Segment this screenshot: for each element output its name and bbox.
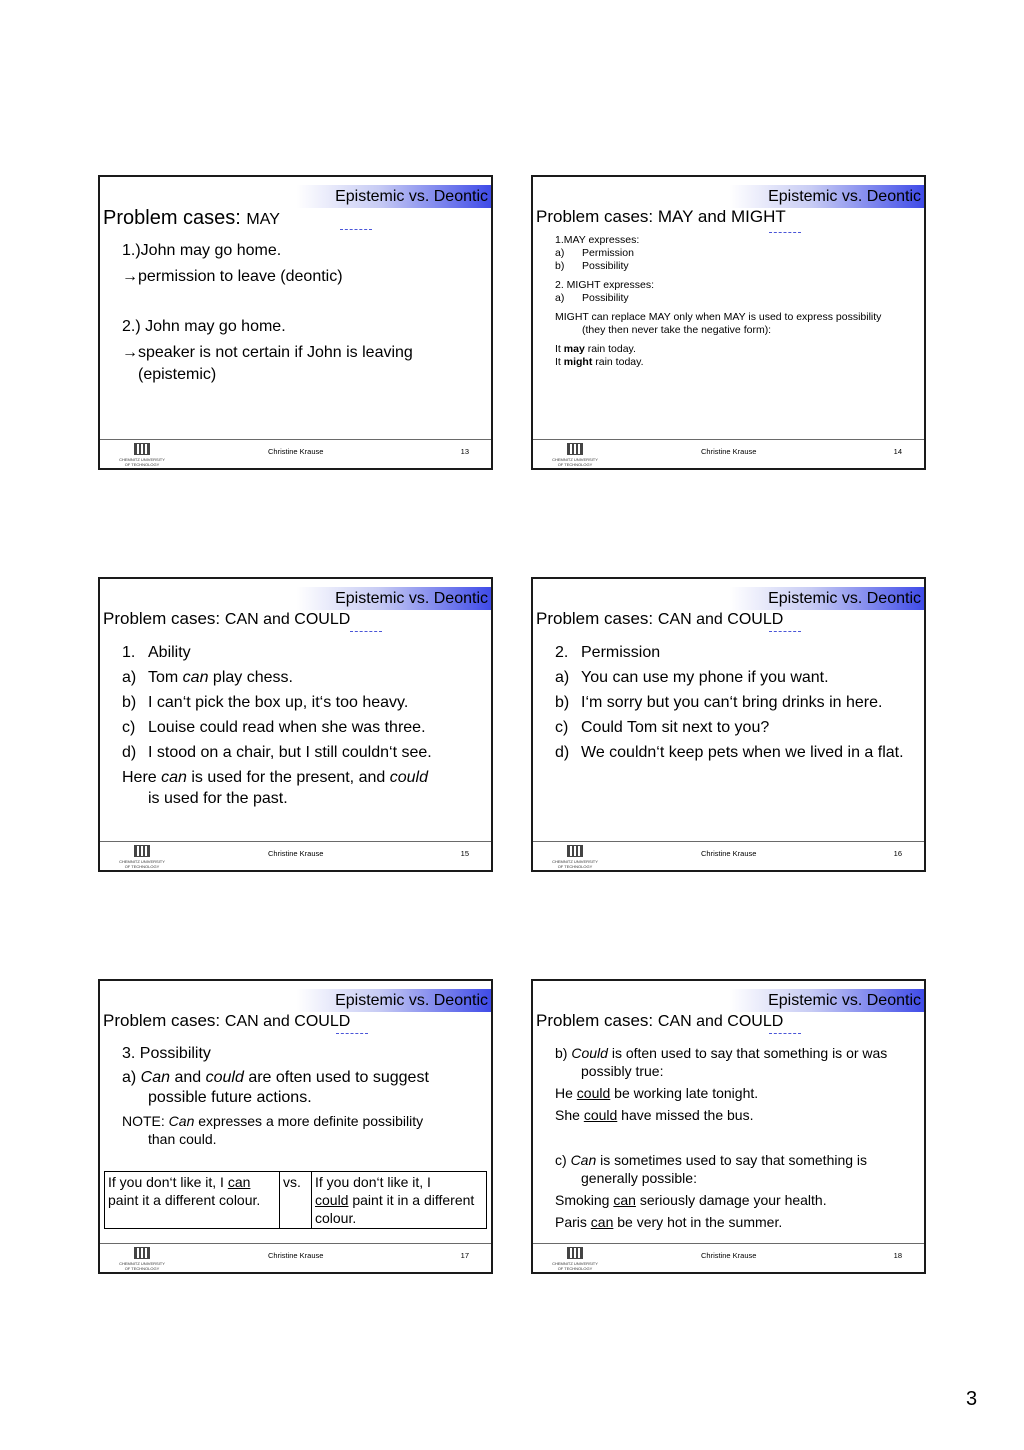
table-cell: If you don‘t like it, I can paint it a different colour. (105, 1172, 280, 1229)
slide-number: 15 (460, 849, 469, 858)
slide-number: 13 (460, 447, 469, 456)
footer-author: Christine Krause (701, 447, 757, 456)
slide-body: 1.MAY expresses: a) Permission b) Possibility 2. MIGHT expresses: a) Possibility MIGHT can replace MAY only when MAY is used to express possibility (they then never take the negative form): It may rain today. It might rain today. (555, 234, 882, 368)
slide-footer (533, 842, 924, 872)
slide-header: Epistemic vs. Deontic (719, 185, 924, 208)
slide-body: 2. Permission a) You can use my phone if you want. b) I‘m sorry but you can‘t bring drinks in here. c) Could Tom sit next to you? d) We couldn‘t keep pets when we lived in a flat. (555, 644, 904, 761)
slide-title: Problem cases: MAY (103, 207, 280, 229)
slide-number: 14 (893, 447, 902, 456)
slide-header: Epistemic vs. Deontic (719, 587, 924, 610)
university-logo: CHEMNITZ UNIVERSITY OF TECHNOLOGY (118, 1247, 166, 1273)
slide-16 (531, 577, 926, 872)
page-number: 3 (966, 1388, 978, 1410)
slide-14 (531, 175, 926, 470)
slide-title: Problem cases: MAY and MIGHT (536, 207, 786, 226)
slide-17 (98, 979, 493, 1274)
title-underline (769, 232, 801, 233)
slide-footer (100, 440, 491, 470)
slide-header: Epistemic vs. Deontic (286, 587, 491, 610)
university-logo: CHEMNITZ UNIVERSITY OF TECHNOLOGY (551, 1247, 599, 1273)
slide-footer (533, 440, 924, 470)
slide-body: b) Could is often used to say that something is or was possibly true: He could be working late tonight. She could have missed the bus. c) Can is sometimes used to say that something is generally possible: Smoking can seriously damage your health. Paris can be very hot in the summer. (555, 1045, 888, 1230)
slide-number: 16 (893, 849, 902, 858)
slide-15 (98, 577, 493, 872)
title-underline (336, 1033, 368, 1034)
slide-header: Epistemic vs. Deontic (286, 989, 491, 1012)
slide-13 (98, 175, 493, 470)
footer-author: Christine Krause (701, 849, 757, 858)
slide-title: Problem cases: CAN and COULD (536, 609, 784, 628)
slide-footer (100, 1244, 491, 1274)
slide-number: 17 (460, 1251, 469, 1260)
slide-title: Problem cases: CAN and COULD (536, 1011, 784, 1030)
slide-body: 1.)John may go home. →permission to leave (deontic) 2.) John may go home. →speaker is not certain if John is leaving (epistemic) (122, 242, 413, 383)
table-cell: vs. (280, 1172, 312, 1229)
university-logo: CHEMNITZ UNIVERSITY OF TECHNOLOGY (551, 845, 599, 871)
footer-author: Christine Krause (268, 447, 324, 456)
slide-18 (531, 979, 926, 1274)
title-underline (769, 1033, 801, 1034)
footer-author: Christine Krause (701, 1251, 757, 1260)
slide-title: Problem cases: CAN and COULD (103, 1011, 351, 1030)
slide-header: Epistemic vs. Deontic (286, 185, 491, 208)
slide-title: Problem cases: CAN and COULD (103, 609, 351, 628)
slide-header: Epistemic vs. Deontic (719, 989, 924, 1012)
slide-footer (100, 842, 491, 872)
slide-footer (533, 1244, 924, 1274)
title-underline (769, 631, 801, 632)
university-logo: CHEMNITZ UNIVERSITY OF TECHNOLOGY (551, 443, 599, 469)
university-logo: CHEMNITZ UNIVERSITY OF TECHNOLOGY (118, 443, 166, 469)
slide-body: 3. Possibility a) Can and could are often used to suggest possible future actions. NOTE: Can expresses a more definite possibility than could. (122, 1045, 429, 1147)
table-cell: If you don‘t like it, I could paint it in a different colour. (312, 1172, 487, 1229)
university-logo: CHEMNITZ UNIVERSITY OF TECHNOLOGY (118, 845, 166, 871)
slide-number: 18 (893, 1251, 902, 1260)
slide-body: 1. Ability a) Tom can play chess. b) I can‘t pick the box up, it‘s too heavy. c) Louise could read when she was three. d) I stood on a chair, but I still couldn‘t see. Here can is used for the present, and could is used for the past. (122, 644, 432, 807)
footer-author: Christine Krause (268, 849, 324, 858)
title-underline (350, 631, 382, 632)
comparison-table (104, 1171, 487, 1229)
title-underline (340, 229, 372, 230)
footer-author: Christine Krause (268, 1251, 324, 1260)
